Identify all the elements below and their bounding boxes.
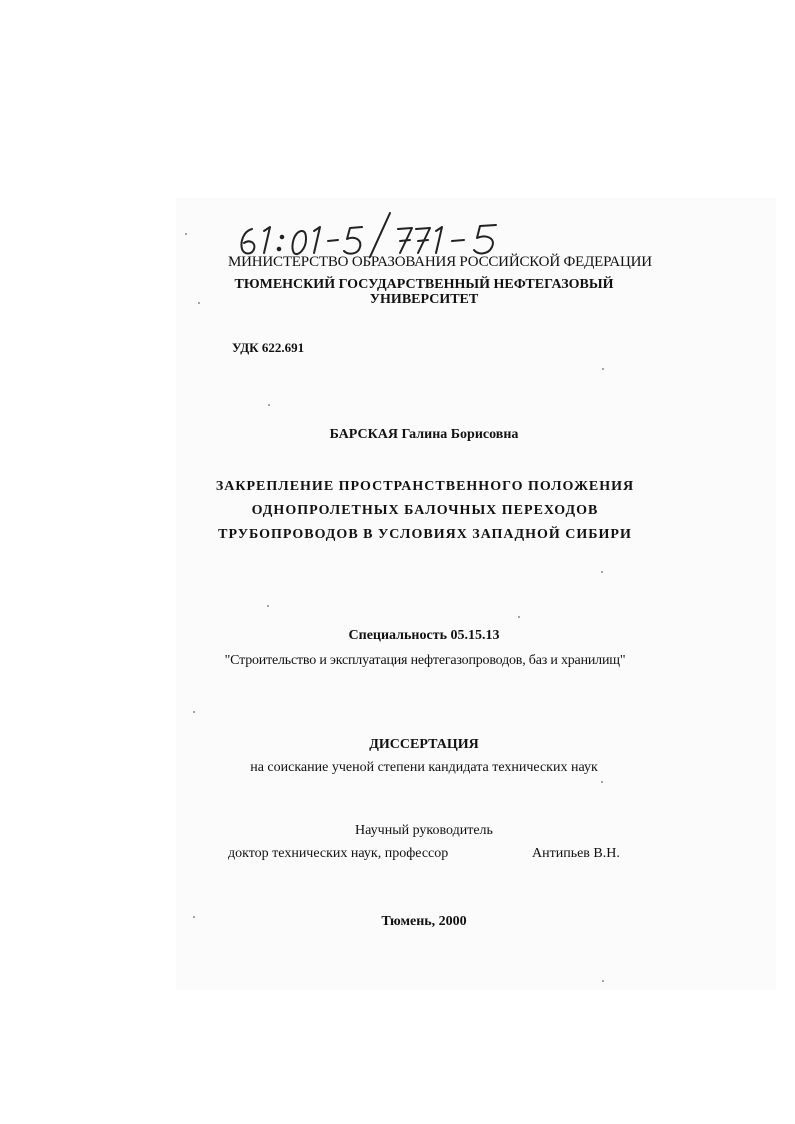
scan-speck <box>193 916 195 918</box>
advisor-title: доктор технических наук, профессор <box>228 846 449 861</box>
document-type: ДИССЕРТАЦИЯ <box>369 737 479 752</box>
degree-purpose: на соискание ученой степени кандидата технических наук <box>250 760 598 775</box>
university-name-line-2: УНИВЕРСИТЕТ <box>369 292 479 307</box>
scan-speck <box>193 711 195 713</box>
city-and-year: Тюмень, 2000 <box>381 914 467 929</box>
ministry-name: МИНИСТЕРСТВО ОБРАЗОВАНИЯ РОССИЙСКОЙ ФЕДЕРАЦИИ <box>228 254 652 270</box>
handwritten-library-code <box>230 203 520 259</box>
udc-code: УДК 622.691 <box>232 340 305 355</box>
scan-speck <box>602 368 604 370</box>
scanned-sheet <box>176 198 776 990</box>
scan-speck <box>268 404 270 406</box>
scan-speck <box>518 616 520 618</box>
scan-speck <box>602 980 604 982</box>
scan-speck <box>601 781 603 783</box>
scan-speck <box>267 605 269 607</box>
dissertation-title-line-1: ЗАКРЕПЛЕНИЕ ПРОСТРАНСТВЕННОГО ПОЛОЖЕНИЯ <box>215 479 635 494</box>
specialty-code: Специальность 05.15.13 <box>348 628 500 643</box>
advisor-label: Научный руководитель <box>355 823 493 838</box>
scan-speck <box>198 302 200 304</box>
university-name-line-1: ТЮМЕНСКИЙ ГОСУДАРСТВЕННЫЙ НЕФТЕГАЗОВЫЙ <box>234 277 614 292</box>
dissertation-title-line-2: ОДНОПРОЛЕТНЫХ БАЛОЧНЫХ ПЕРЕХОДОВ <box>251 503 599 518</box>
author-name: БАРСКАЯ Галина Борисовна <box>329 427 519 442</box>
advisor-name: Антипьев В.Н. <box>532 846 620 861</box>
specialty-name: "Строительство и эксплуатация нефтегазопроводов, баз и хранилищ" <box>224 653 626 668</box>
scan-speck <box>601 571 603 573</box>
dissertation-title-line-3: ТРУБОПРОВОДОВ В УСЛОВИЯХ ЗАПАДНОЙ СИБИРИ <box>218 527 632 542</box>
scan-speck <box>185 233 187 235</box>
